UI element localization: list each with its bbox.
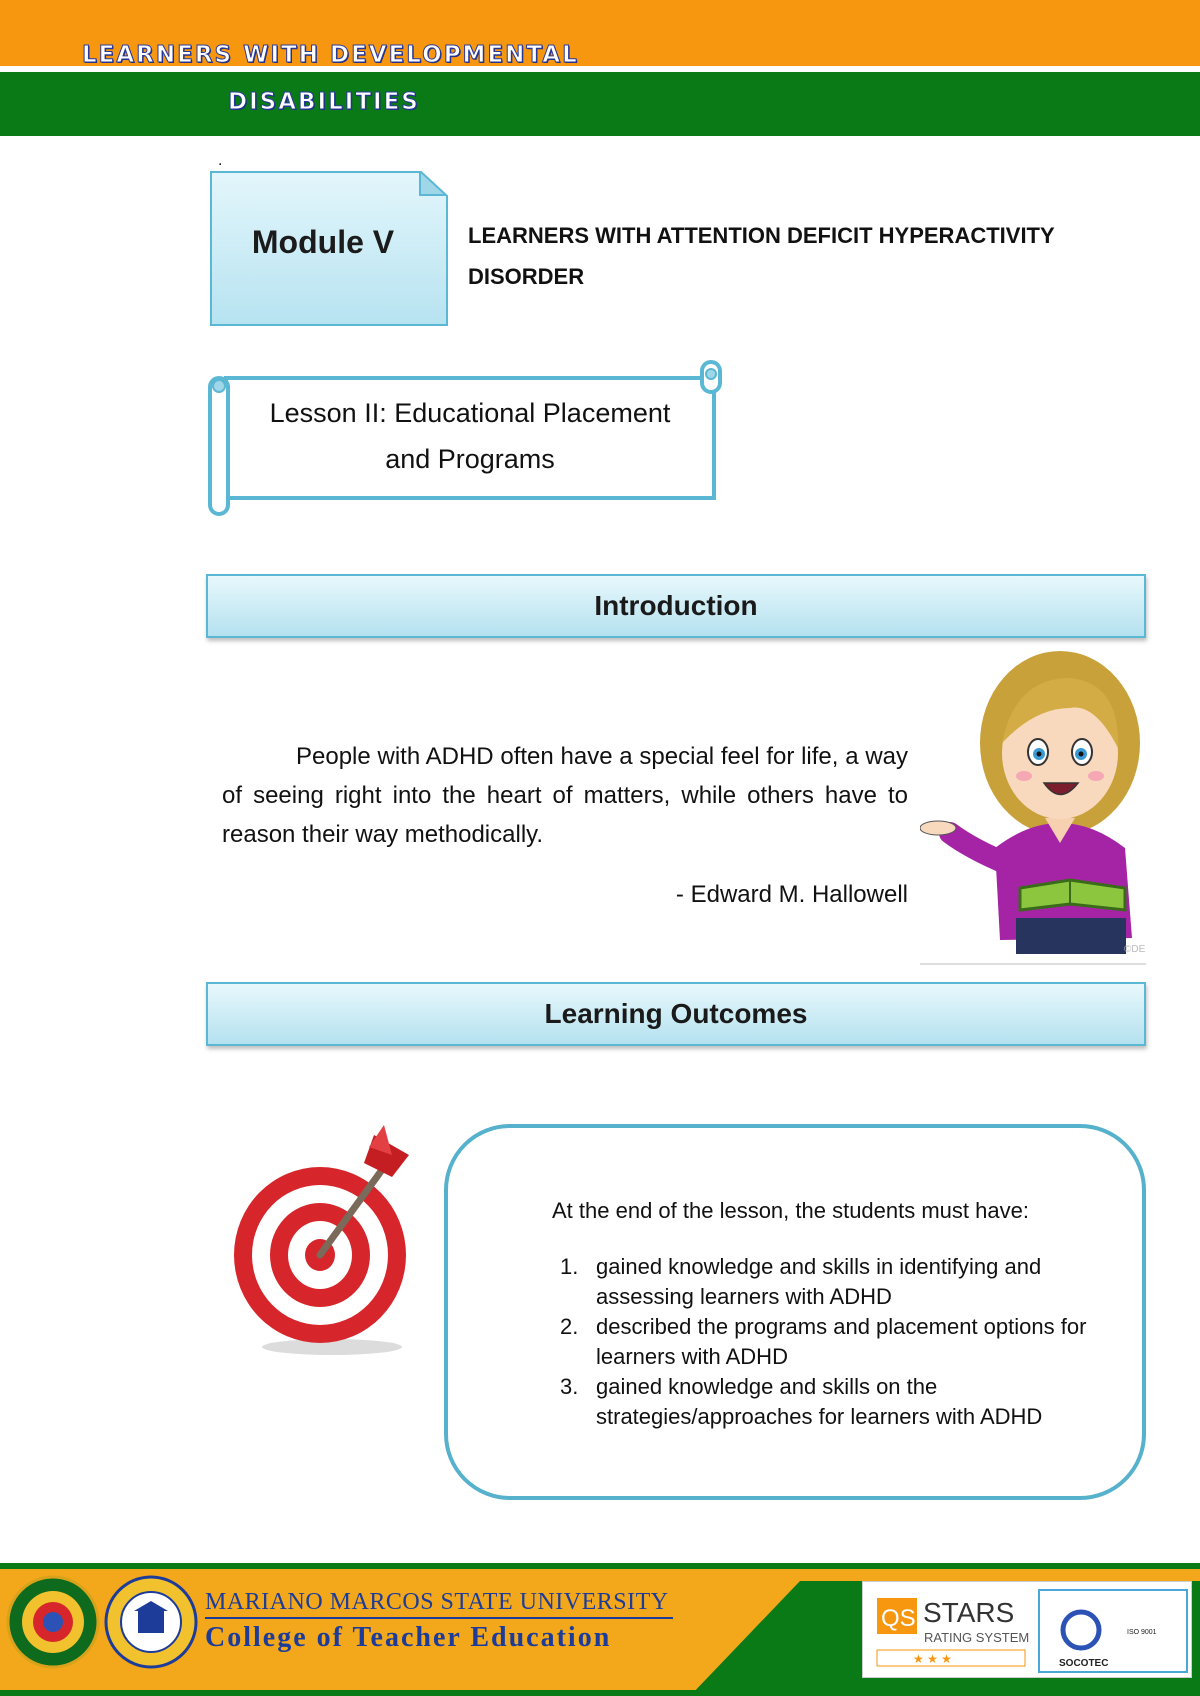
module-heading-line1: LEARNERS WITH ATTENTION DEFICIT HYPERACTIVITY — [468, 223, 1055, 248]
learning-outcomes-heading: Learning Outcomes — [206, 982, 1146, 1046]
header-title-line2: DISABILITIES — [228, 89, 420, 115]
stars-subtitle: RATING SYSTEM — [924, 1630, 1030, 1645]
header-title-line1: LEARNERS WITH DEVELOPMENTAL — [82, 42, 579, 68]
list-item: 1. gained knowledge and skills in identifying and assessing learners with ADHD — [560, 1254, 1042, 1309]
certifier-name: SOCOTEC — [1059, 1658, 1109, 1669]
stars-title: STARS — [923, 1597, 1015, 1628]
outcomes-intro: At the end of the lesson, the students must have: — [552, 1198, 1029, 1223]
header-green-bar — [0, 72, 1200, 136]
dartboard-target-icon — [224, 1125, 424, 1357]
certification-logos — [862, 1581, 1192, 1678]
university-rule — [205, 1617, 673, 1619]
list-item: 2. described the programs and placement options for learners with ADHD — [560, 1314, 1087, 1369]
folded-corner-icon — [418, 171, 448, 197]
quote-author: - Edward M. Hallowell — [675, 881, 908, 908]
module-heading-line2: DISORDER — [468, 264, 585, 289]
stray-mark: . — [218, 152, 223, 169]
socotec-icon — [1063, 1612, 1099, 1648]
university-seal — [6, 1575, 100, 1669]
college-name: College of Teacher Education — [205, 1622, 612, 1653]
iso-label: ISO 9001 — [1127, 1629, 1157, 1636]
teacher-illustration — [920, 648, 1150, 954]
lesson-title — [230, 390, 710, 482]
lesson-title-line2: and Programs — [385, 444, 555, 474]
image-credit: ©DE — [1124, 944, 1146, 955]
lesson-title-line1: Lesson II: Educational Placement — [269, 398, 671, 428]
module-label: Module V — [251, 224, 395, 260]
illustration-underline — [920, 963, 1146, 965]
intro-quote: People with ADHD often have a special feel for life, a way of seeing right into the heart of matters, while others have to reason their way methodically. — [222, 743, 908, 848]
list-item: 3. gained knowledge and skills on the strategies/approaches for learners with ADHD — [560, 1374, 1043, 1429]
college-seal — [104, 1575, 198, 1669]
star-icons: ★ ★ ★ — [913, 1652, 952, 1666]
university-name: MARIANO MARCOS STATE UNIVERSITY — [205, 1589, 669, 1615]
qs-mark: QS — [881, 1605, 916, 1632]
qs-stars-logo — [863, 1582, 1193, 1679]
introduction-heading: Introduction — [206, 574, 1146, 638]
outcomes-list — [560, 1252, 1120, 1432]
module-heading — [468, 215, 1108, 297]
